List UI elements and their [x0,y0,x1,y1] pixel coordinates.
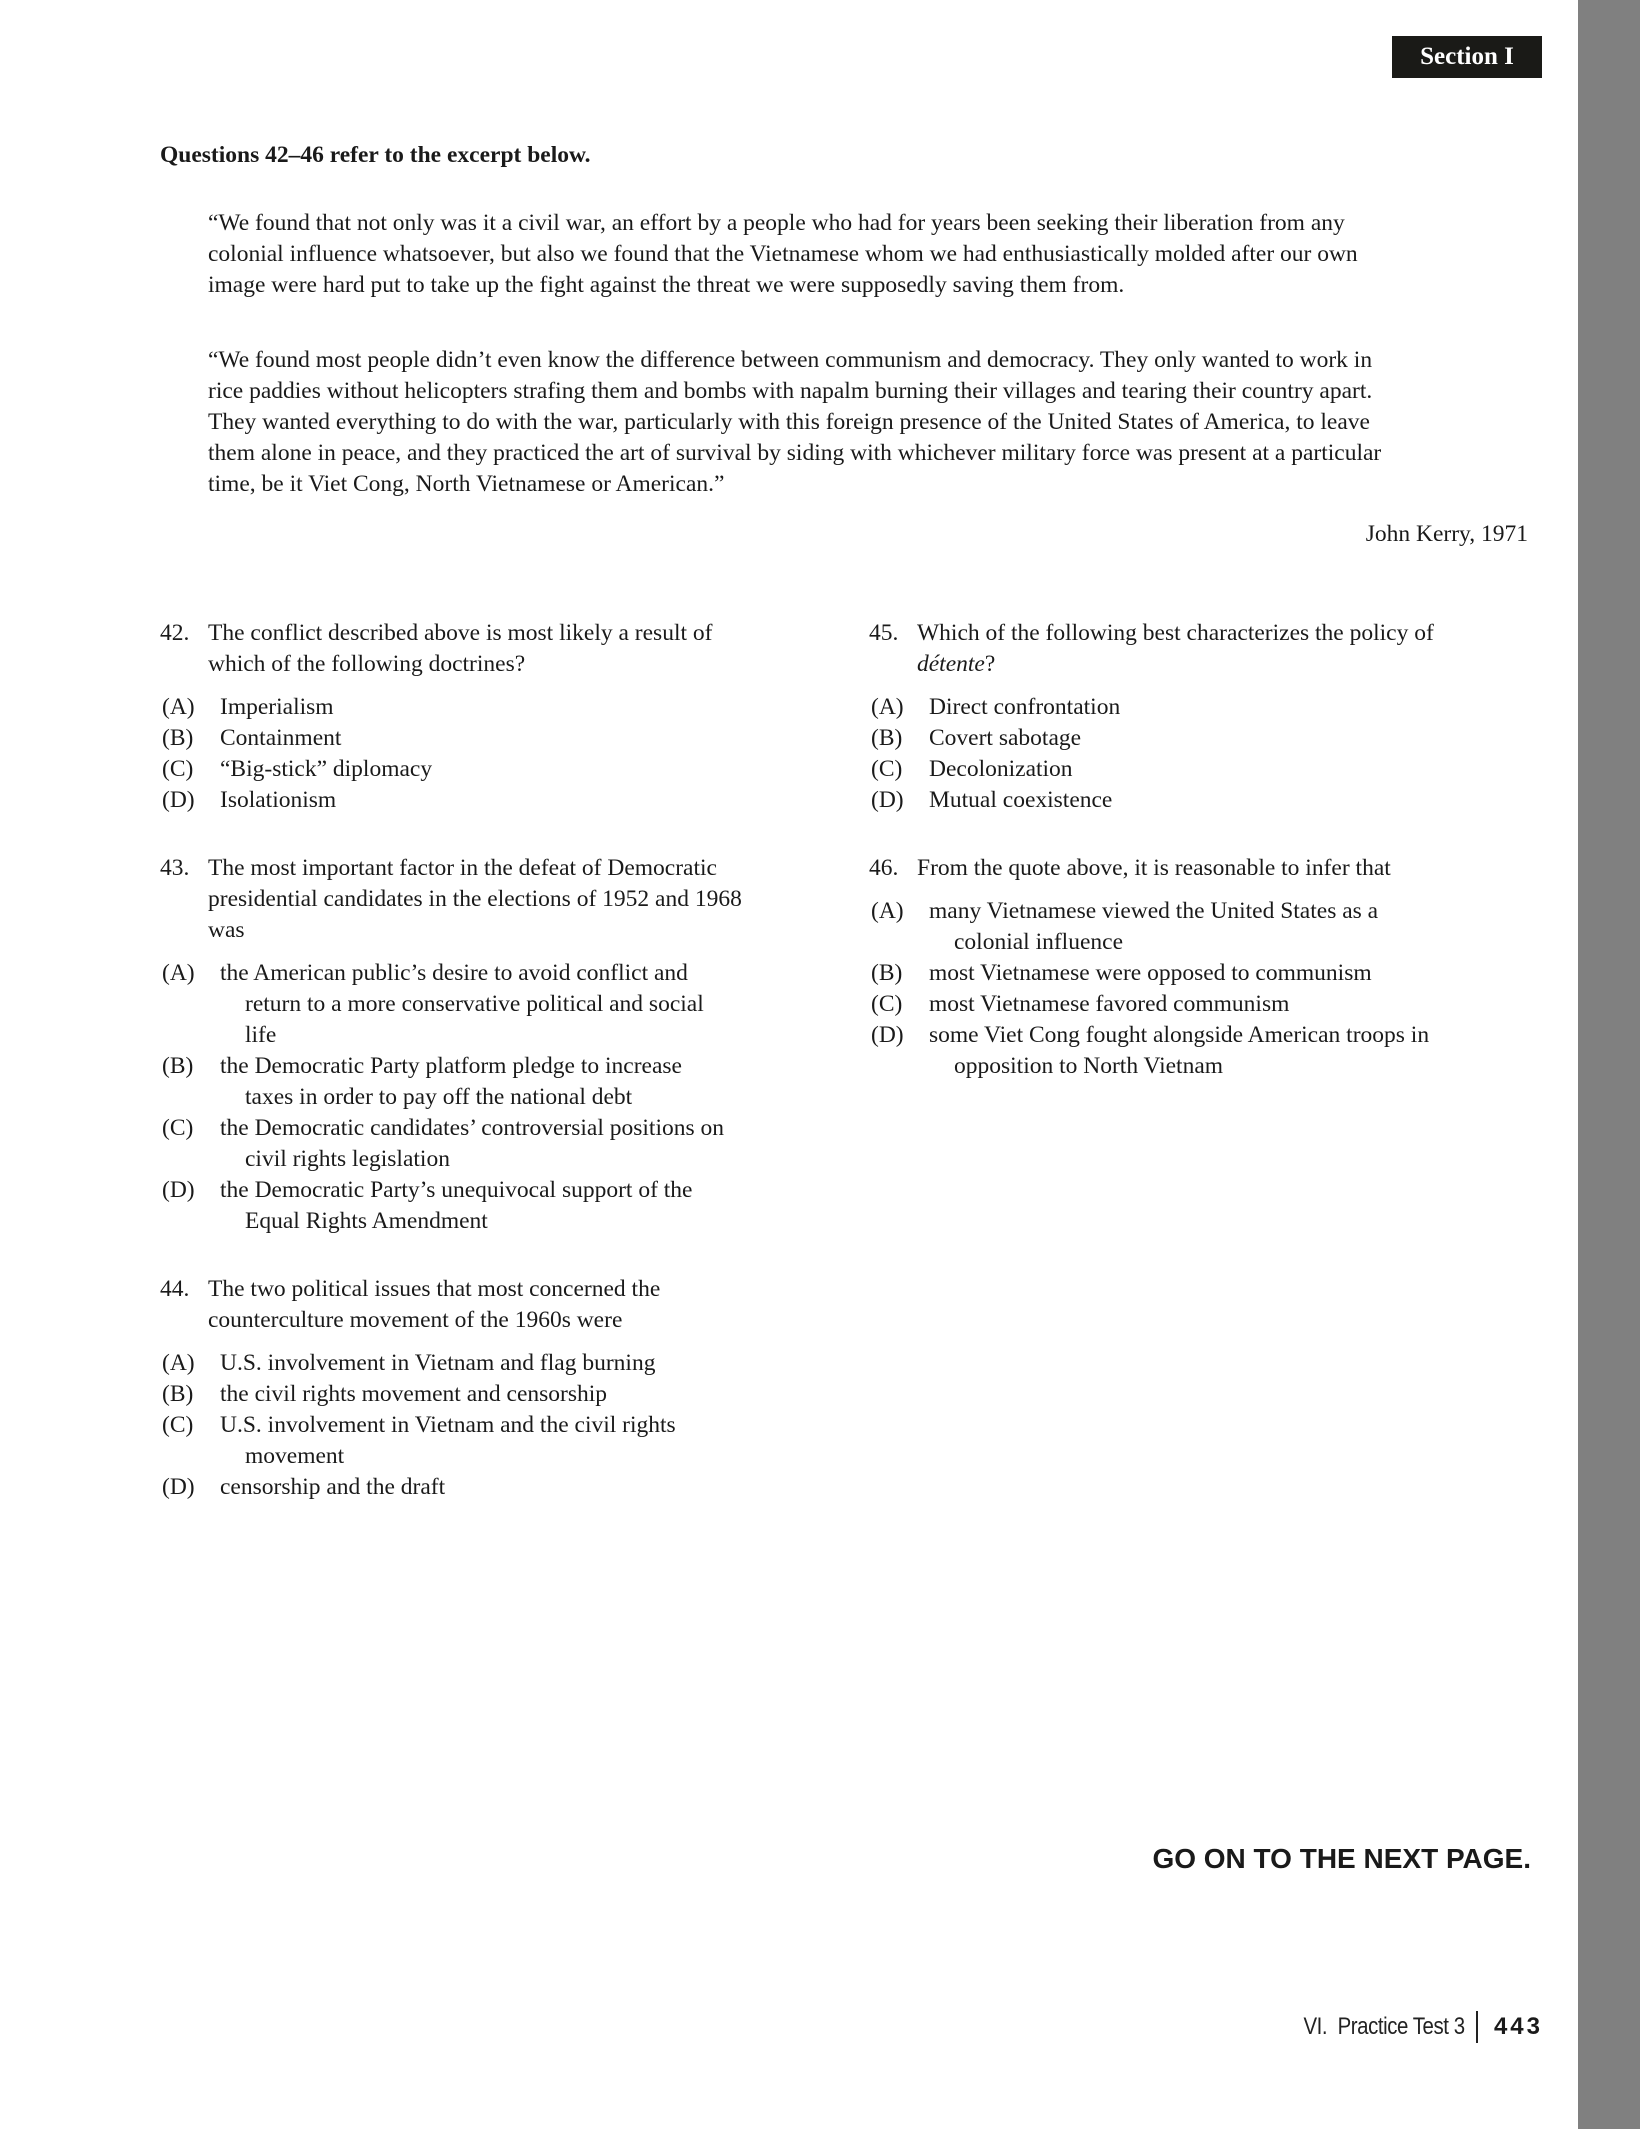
option-a[interactable] [162,958,822,1051]
option-letter: (D) [162,787,195,813]
question-stem [160,1274,820,1336]
stem-line: counterculture movement of the 1960s were [208,1307,623,1333]
question-44 [160,1274,820,1503]
option-b[interactable] [162,1051,822,1113]
stem-line: The most important factor in the defeat of Democratic [208,855,717,881]
question-stem [160,853,820,946]
page-number: 443 [1493,2013,1543,2040]
option-text: U.S. involvement in Vietnam and flag burning [220,1350,656,1376]
option-d[interactable] [871,785,1531,816]
option-text: Direct confrontation [929,694,1121,720]
option-text: opposition to North Vietnam [954,1053,1224,1079]
stem-line [917,649,1529,680]
stem-line: The two political issues that most concerned the [208,1276,661,1302]
option-text: life [245,1022,277,1048]
question-43 [160,853,820,1237]
option-text: Equal Rights Amendment [245,1208,488,1234]
option-text: the Democratic Party platform pledge to increase [220,1053,682,1079]
excerpt-line: time, be it Viet Cong, North Vietnamese or American.” [208,471,725,497]
section-label: Section I [1392,36,1542,78]
option-text: Covert sabotage [929,725,1082,751]
option-text: Decolonization [929,756,1073,782]
option-text: Mutual coexistence [929,787,1113,813]
excerpt-line: They wanted everything to do with the war, particularly with this foreign presence of the United States of America, to leave [208,409,1370,435]
option-text: movement [245,1443,345,1469]
excerpt-paragraph [208,345,1381,500]
stem-line: Which of the following best characterizes the policy of [917,620,1434,646]
option-text: taxes in order to pay off the national debt [245,1084,633,1110]
questions-left-column [160,618,820,1540]
option-c[interactable] [871,754,1531,785]
stem-punctuation: ? [984,651,996,677]
option-text: censorship and the draft [220,1474,446,1500]
question-stem [160,618,820,680]
option-d[interactable] [162,785,822,816]
question-42 [160,618,820,816]
option-letter: (D) [871,1022,904,1048]
option-letter: (C) [162,1115,194,1141]
option-text: Isolationism [220,787,337,813]
question-number: 43. [160,855,190,881]
option-letter: (C) [871,991,903,1017]
option-text: return to a more conservative political and social [245,991,704,1017]
question-45 [869,618,1529,816]
option-d[interactable] [871,1020,1531,1082]
excerpt-attribution: John Kerry, 1971 [1365,521,1528,547]
option-letter: (C) [162,1412,194,1438]
option-letter: (D) [162,1474,195,1500]
questions-right-column [869,618,1529,1119]
option-text: most Vietnamese were opposed to communism [929,960,1372,986]
page-footer [1275,2011,1543,2043]
page-edge-tab [1578,0,1640,2129]
option-letter: (D) [871,787,904,813]
option-letter: (A) [162,1350,195,1376]
option-letter: (A) [162,960,195,986]
option-a[interactable] [162,1348,822,1379]
option-text: civil rights legislation [245,1146,450,1172]
option-letter: (B) [871,725,903,751]
question-number: 42. [160,620,190,646]
option-text: Imperialism [220,694,334,720]
option-c[interactable] [162,1113,822,1175]
option-text: Containment [220,725,342,751]
stem-line: which of the following doctrines? [208,651,526,677]
option-letter: (C) [162,756,194,782]
option-text: the American public’s desire to avoid conflict and [220,960,688,986]
option-b[interactable] [871,723,1531,754]
option-d[interactable] [162,1175,822,1237]
excerpt-paragraph [208,208,1381,301]
questions-heading: Questions 42–46 refer to the excerpt below. [160,142,591,168]
go-on-instruction: GO ON TO THE NEXT PAGE. [1152,1843,1531,1874]
option-text: “Big-stick” diplomacy [220,756,433,782]
option-a[interactable] [871,692,1531,723]
option-letter: (D) [162,1177,195,1203]
excerpt-line: them alone in peace, and they practiced the art of survival by siding with whichever military force was present at a particular [208,440,1382,466]
option-a[interactable] [871,896,1531,958]
option-letter: (B) [162,1381,194,1407]
option-letter: (B) [871,960,903,986]
question-number: 45. [869,620,899,646]
question-number: 44. [160,1276,190,1302]
stem-line: was [208,917,245,943]
option-b[interactable] [162,1379,822,1410]
stem-italic-term: détente [917,651,985,677]
excerpt-line: colonial influence whatsoever, but also we found that the Vietnamese whom we had enthusiastically molded after our own [208,241,1358,267]
option-text: colonial influence [954,929,1123,955]
question-number: 46. [869,855,899,881]
question-stem [869,853,1529,884]
option-b[interactable] [871,958,1531,989]
option-text: some Viet Cong fought alongside American troops in [929,1022,1430,1048]
option-text: U.S. involvement in Vietnam and the civil rights [220,1412,676,1438]
question-46 [869,853,1529,1082]
excerpt-line: “We found that not only was it a civil war, an effort by a people who had for years been seeking their liberation from any [208,210,1345,236]
option-letter: (A) [162,694,195,720]
option-text: many Vietnamese viewed the United States as a [929,898,1379,924]
excerpt-line: image were hard put to take up the fight against the threat we were supposedly saving them from. [208,272,1125,298]
excerpt [208,208,1381,500]
stem-line: From the quote above, it is reasonable to infer that [917,855,1391,881]
excerpt-line: rice paddies without helicopters strafing them and bombs with napalm burning their villages and tearing their country apart. [208,378,1373,404]
option-d[interactable] [162,1472,822,1503]
option-text: the Democratic Party’s unequivocal support of the [220,1177,693,1203]
footer-divider [1476,2011,1478,2043]
option-letter: (B) [162,725,194,751]
option-letter: (A) [871,898,904,924]
question-stem [869,618,1529,680]
stem-line: presidential candidates in the elections of 1952 and 1968 [208,886,742,912]
option-c[interactable] [871,989,1531,1020]
option-c[interactable] [162,1410,822,1472]
option-letter: (B) [162,1053,194,1079]
option-letter: (C) [871,756,903,782]
option-text: the Democratic candidates’ controversial positions on [220,1115,724,1141]
option-b[interactable] [162,723,822,754]
option-letter: (A) [871,694,904,720]
option-text: most Vietnamese favored communism [929,991,1290,1017]
excerpt-line: “We found most people didn’t even know the difference between communism and democracy. They only wanted to work in [208,347,1373,373]
footer-chapter-label: VI. Practice Test 3 [1303,2013,1465,2040]
option-text: the civil rights movement and censorship [220,1381,608,1407]
stem-line: The conflict described above is most likely a result of [208,620,713,646]
option-a[interactable] [162,692,822,723]
option-c[interactable] [162,754,822,785]
